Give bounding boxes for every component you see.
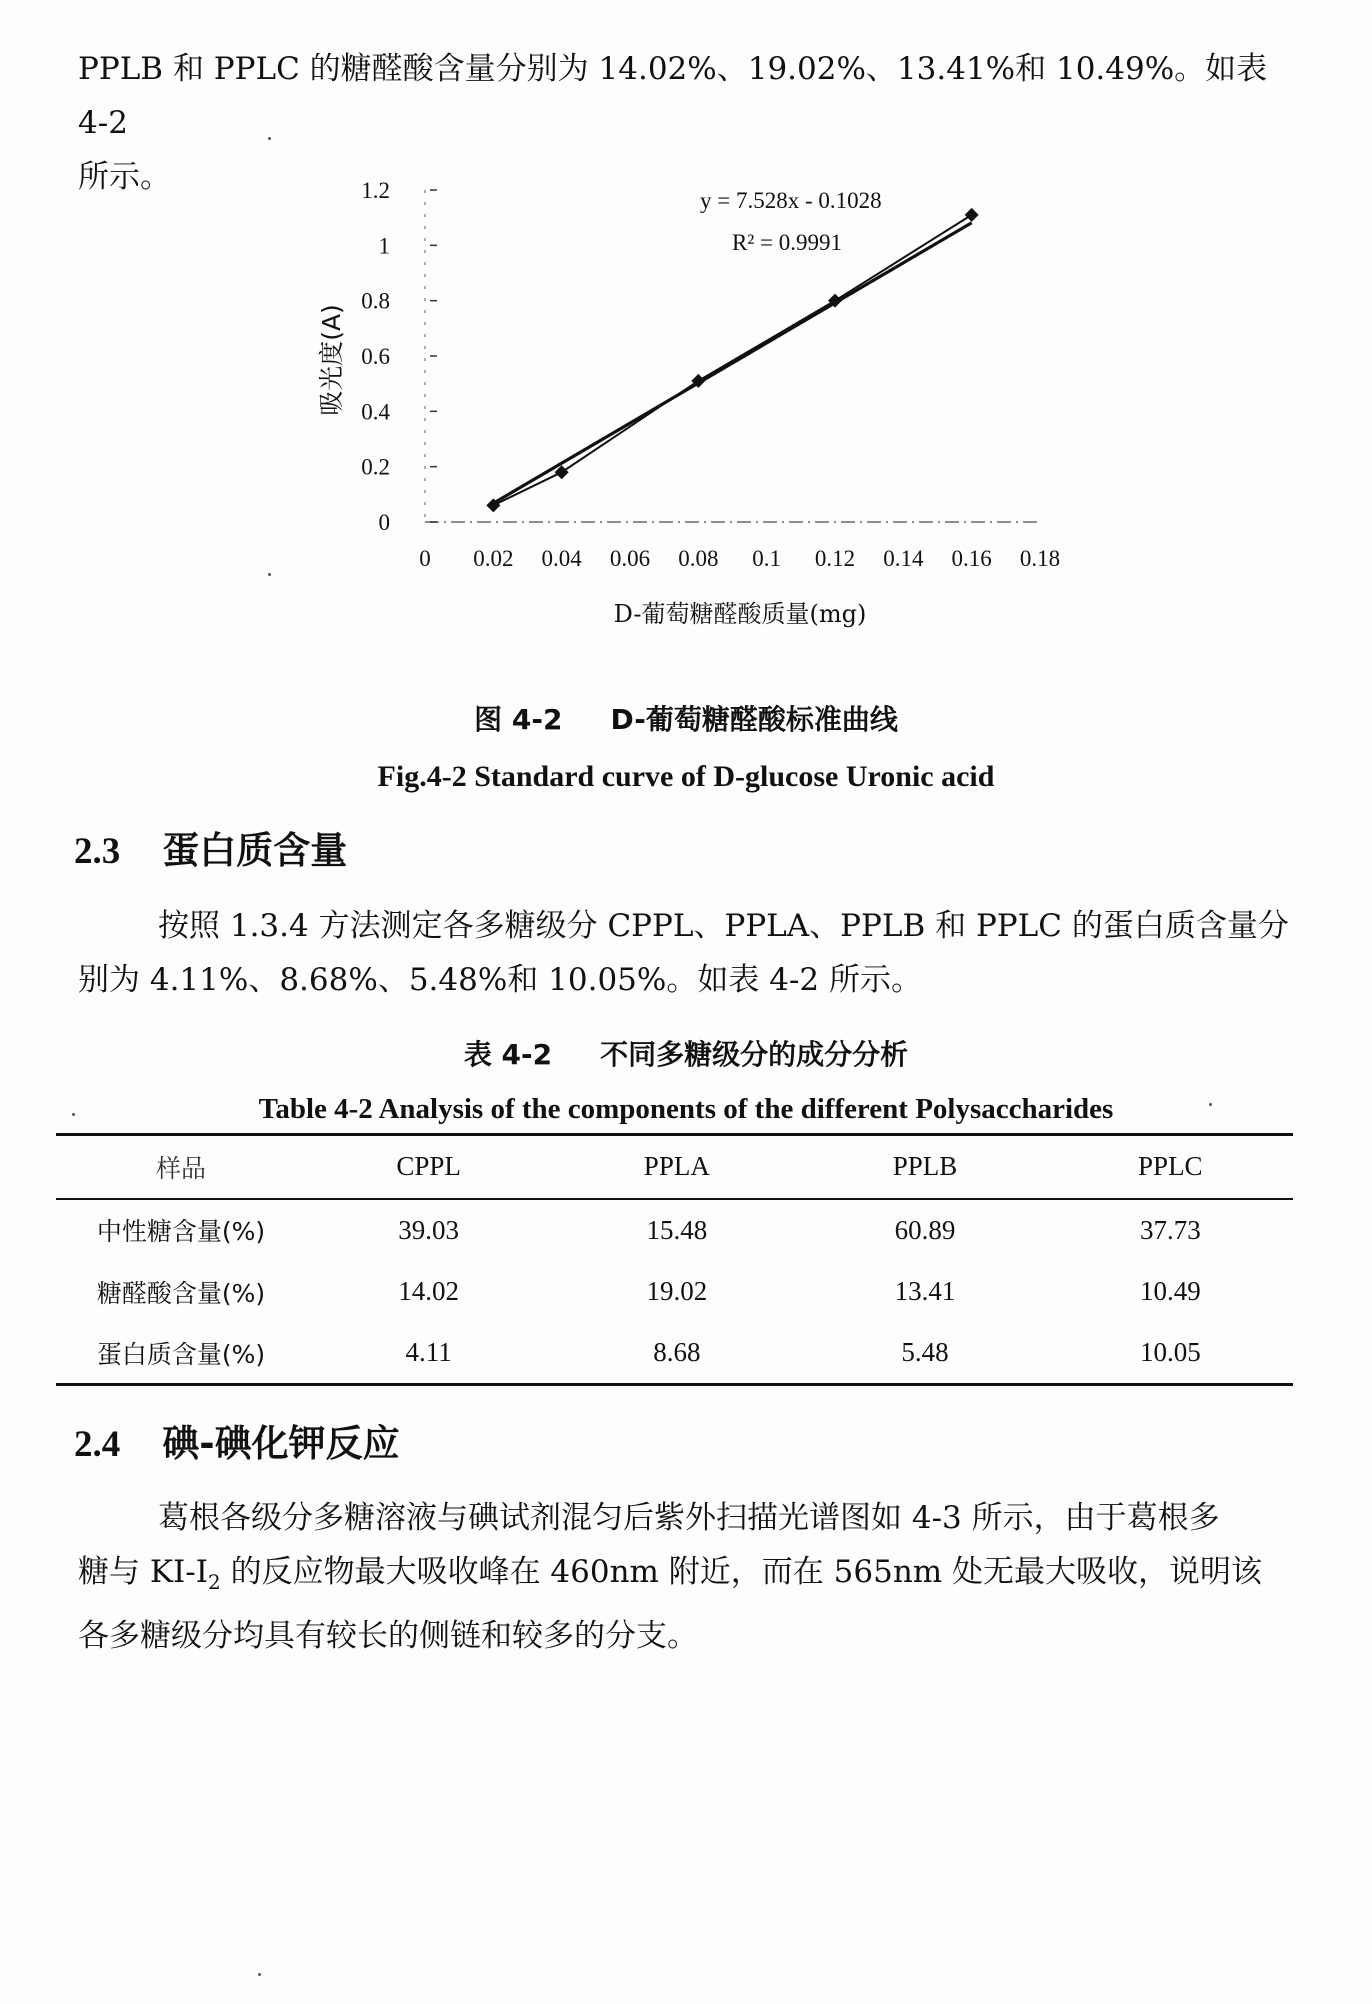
x-tick-label: 0.14	[883, 546, 924, 571]
r-squared-label: R² = 0.9991	[732, 230, 842, 255]
figure-caption-title: D-葡萄糖醛酸标准曲线	[610, 703, 898, 736]
protein-line-1: 按照 1.3.4 方法测定各多糖级分 CPPL、PPLA、PPLB 和 PPLC 的蛋白质含量分	[158, 908, 1289, 944]
section-title: 蛋白质含量	[162, 829, 348, 872]
y-tick-label: 0	[378, 510, 390, 535]
row-label: 中性糖含量(%)	[96, 1217, 266, 1246]
y-tick-label: 0.6	[361, 344, 390, 369]
iodine-line-2b: 的反应物最大吸收峰在 460nm 附近，而在 565nm 处无最大吸收，说明该	[220, 1554, 1263, 1590]
scan-speck	[268, 573, 271, 576]
x-tick-label: 0.16	[951, 546, 992, 571]
iodine-line-3: 各多糖级分均具有较长的侧链和较多的分支。	[78, 1618, 698, 1655]
x-tick-label: 0.04	[541, 546, 582, 571]
table-row	[56, 1323, 1293, 1385]
protein-line-2: 别为 4.11%、8.68%、5.48%和 10.05%。如表 4-2 所示。	[78, 962, 922, 998]
row-label: 蛋白质含量(%)	[96, 1339, 266, 1369]
x-axis-label: D-葡萄糖醛酸质量(mg)	[613, 600, 867, 628]
header-cell: PPLC	[1138, 1151, 1203, 1182]
trendline	[493, 223, 971, 504]
scan-speck	[268, 137, 271, 140]
table-caption-cn	[0, 1033, 1372, 1073]
figure-caption-en: Fig.4-2 Standard curve of D-glucose Uronic acid	[377, 760, 995, 793]
table-cell: 14.02	[398, 1276, 460, 1306]
iodine-subscript: 2	[207, 1570, 221, 1595]
y-tick-label: 0.8	[361, 288, 390, 314]
table-cell: 39.03	[398, 1214, 460, 1245]
section-heading-2-3	[74, 820, 347, 874]
regression-equation: y = 7.528x - 0.1028	[700, 188, 882, 213]
x-tick-label: 0.12	[814, 546, 856, 571]
section-number: 2.4	[74, 1424, 121, 1465]
row-label: 糖醛酸含量(%)	[96, 1278, 266, 1308]
iodine-line-2a: 糖与 KI-I	[78, 1554, 208, 1590]
y-tick-label: 1	[378, 233, 390, 259]
table-cell: 8.68	[653, 1337, 701, 1368]
iodine-line-2	[78, 1554, 1263, 1595]
x-tick-label: 0.18	[1019, 546, 1061, 571]
table-row	[56, 1261, 1293, 1323]
scan-speck	[72, 1113, 75, 1116]
section-number: 2.3	[74, 831, 121, 872]
x-tick-label: 0.08	[678, 546, 719, 571]
table-cell: 13.41	[894, 1276, 956, 1306]
table-cell: 19.02	[646, 1276, 708, 1306]
scan-speck	[258, 1973, 261, 1976]
header-cell: CPPL	[396, 1151, 461, 1182]
table-row	[56, 1199, 1293, 1261]
header-cell: 样品	[155, 1153, 206, 1183]
y-tick-label: 0.4	[361, 399, 390, 425]
section-title: 碘-碘化钾反应	[162, 1422, 400, 1465]
table-cell: 4.11	[405, 1337, 452, 1368]
iodine-line-1: 葛根各级分多糖溶液与碘试剂混匀后紫外扫描光谱图如 4-3 所示，由于葛根多	[158, 1500, 1220, 1536]
intro-line-2: 所示。	[78, 159, 171, 195]
table-header-row	[56, 1135, 1293, 1199]
table-caption-title: 不同多糖级分的成分分析	[600, 1038, 909, 1071]
iodine-paragraph	[78, 1491, 1298, 1663]
table-cell: 37.73	[1139, 1214, 1201, 1245]
table-cell: 10.49	[1139, 1276, 1201, 1306]
table-cell: 10.05	[1139, 1337, 1201, 1368]
table-caption-label: 表 4-2	[463, 1038, 553, 1071]
standard-curve-chart	[300, 160, 1100, 630]
x-tick-label: 0.1	[752, 546, 782, 571]
table-cell: 60.89	[894, 1214, 956, 1245]
section-heading-2-4	[74, 1413, 400, 1467]
x-tick-label: 0.02	[473, 546, 514, 571]
protein-paragraph	[78, 899, 1298, 1007]
figure-caption-cn	[0, 698, 1372, 738]
table-caption-en: Table 4-2 Analysis of the components of the different Polysaccharides	[258, 1093, 1114, 1125]
x-tick-label: 0	[419, 546, 431, 571]
table-cell: 5.48	[901, 1337, 949, 1368]
data-point	[965, 208, 979, 222]
y-tick-label: 1.2	[361, 178, 390, 203]
intro-line-1: PPLB 和 PPLC 的糖醛酸含量分别为 14.02%、19.02%、13.41%和 10.49%。如表 4-2	[78, 51, 1268, 141]
table-cell: 15.48	[646, 1214, 708, 1245]
figure-caption-label: 图 4-2	[474, 703, 563, 736]
y-tick-label: 0.2	[361, 454, 390, 480]
header-cell: PPLA	[643, 1151, 710, 1182]
components-table	[56, 1133, 1293, 1386]
x-tick-label: 0.06	[609, 546, 651, 571]
scan-speck	[1209, 1103, 1212, 1106]
header-cell: PPLB	[892, 1151, 958, 1182]
y-axis-label: 吸光度(A)	[317, 304, 346, 416]
